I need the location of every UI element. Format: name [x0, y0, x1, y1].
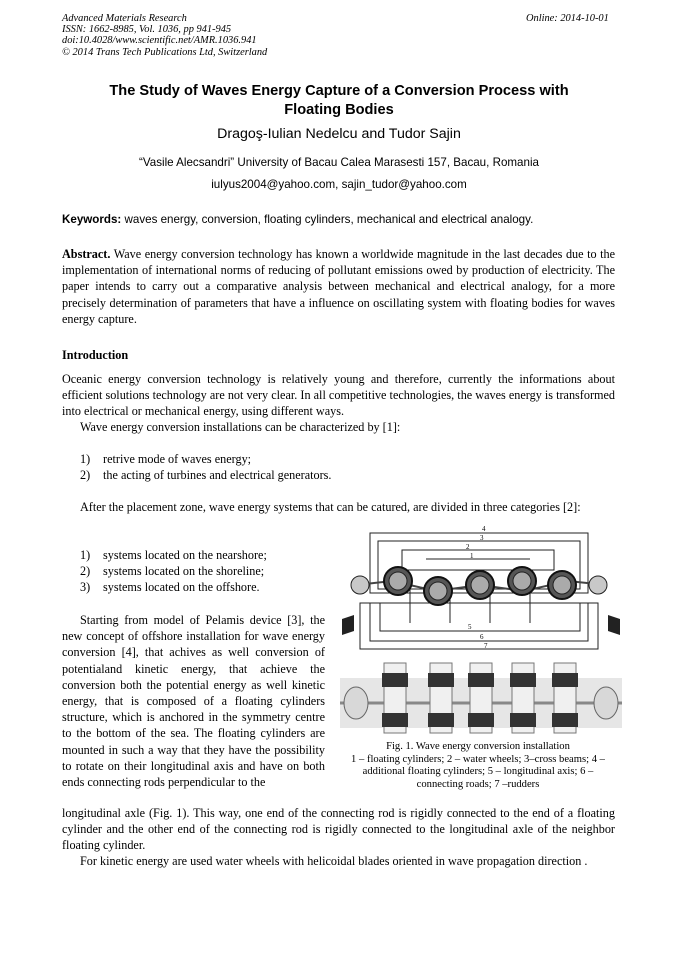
- label-5: 5: [468, 623, 472, 631]
- authors: Dragoş-Iulian Nedelcu and Tudor Sajin: [217, 126, 461, 142]
- figure-1: [340, 523, 622, 738]
- installation-diagram: [340, 523, 622, 738]
- list-number: 2): [80, 564, 91, 579]
- copyright: © 2014 Trans Tech Publications Ltd, Switzerland: [62, 46, 268, 58]
- cylinder-end-right: [589, 576, 607, 594]
- title-line: The Study of Waves Energy Capture of a Conversion Process with: [109, 83, 569, 99]
- caption-line: 1 – floating cylinders; 2 – water wheels; 3–cross beams; 4 –: [351, 753, 605, 765]
- caption-line: connecting roads; 7 –rudders: [416, 778, 540, 790]
- paper-title: [62, 82, 616, 120]
- intro-paragraph-5: For kinetic energy are used water wheels with helicoidal blades oriented in wave propagation direction .: [80, 854, 588, 868]
- label-2: 2: [466, 543, 470, 551]
- figure-caption: [333, 741, 623, 791]
- label-6: 6: [480, 633, 484, 641]
- abstract-text: Wave energy conversion technology has known a worldwide magnitude in the last decades due to the implementation of international norms of reducing of pollutant emissions owed by production of electricity. The paper intends to carry out a comparative analysis between mechanical and electrical analogy, for a more precisely determination of parameters that have a influence on oscillating system with floating bodies for waves energy capture.: [62, 247, 615, 326]
- doi: doi:10.4028/www.scientific.net/AMR.1036.941: [62, 35, 257, 47]
- intro-paragraph-1: Oceanic energy conversion technology is relatively young and therefore, currently the informations about efficient solutions technology are not very clear. In all competitive technologies, the waves energy is transformed into electrical or mechanical energy, using different ways.: [62, 372, 615, 419]
- intro-paragraph-2: Wave energy conversion installations can be characterized by [1]:: [80, 420, 401, 434]
- issn: ISSN: 1662-8985, Vol. 1036, pp 941-945: [62, 24, 232, 36]
- intro-paragraph-4-continued: longitudinal axle (Fig. 1). This way, one end of the connecting rod is rigidly connected to the end of a floating cylinder and the other end of the connecting rod is rigidly connected to the longitudinal axle of the neighbor floating cylinder.: [62, 806, 615, 853]
- floating-cylinders: [351, 567, 607, 605]
- list-characterization: [62, 451, 331, 483]
- rudder-right: [608, 615, 620, 635]
- intro-paragraph-3: After the placement zone, wave energy systems that can be catured, are divided in three categories [2]:: [80, 500, 581, 514]
- abstract-label: Abstract.: [62, 247, 111, 261]
- list-item: [62, 579, 267, 595]
- keywords: [62, 213, 622, 226]
- list-text: systems located on the offshore.: [103, 580, 260, 595]
- affiliation: “Vasile Alecsandri” University of Bacau Calea Marasesti 157, Bacau, Romania: [139, 156, 539, 169]
- cylinders-top-view: [340, 663, 622, 733]
- list-item: [62, 467, 331, 483]
- list-number: 2): [80, 468, 91, 483]
- online-date: Online: 2014-10-01: [526, 13, 609, 24]
- label-7: 7: [484, 642, 488, 650]
- journal-info: [62, 13, 267, 58]
- list-item: [62, 547, 267, 563]
- journal-name: Advanced Materials Research: [62, 13, 187, 24]
- frame-2: [402, 550, 554, 570]
- list-item: [62, 451, 331, 467]
- keywords-text: waves energy, conversion, floating cylinders, mechanical and electrical analogy.: [121, 213, 534, 226]
- caption-line: additional floating cylinders; 5 – longitudinal axis; 6 –: [362, 766, 594, 778]
- abstract: [62, 246, 615, 327]
- list-text: retrive mode of waves energy;: [103, 452, 252, 466]
- list-categories: [62, 547, 267, 596]
- list-text: the acting of turbines and electrical generators.: [103, 468, 332, 483]
- caption-title: Fig. 1. Wave energy conversion installation: [386, 741, 570, 752]
- keywords-label: Keywords:: [62, 213, 122, 226]
- cylinder-end-left: [351, 576, 369, 594]
- list-number: 1): [80, 452, 91, 466]
- label-3: 3: [480, 534, 484, 542]
- list-text: systems located on the nearshore;: [103, 548, 267, 562]
- label-4: 4: [482, 525, 486, 533]
- list-item: [62, 563, 267, 579]
- frame-6: [370, 603, 588, 641]
- intro-paragraph-4-column: Starting from model of Pelamis device [3], the new concept of offshore installation for wave energy conversion [4], that achives as well conversion of potentialand kinetic energy, that achieve the conversion both the potential energy as well kinetic energy, that is composed of a floating cylinders structure, which is anchored in the symmetry centre to the bottom of the sea. The floating cylinders are mounted in such a way that they have the possibility to rotate on their longitudinal axis and have on both ends connecting rods perpendicular to the: [62, 613, 325, 790]
- list-text: systems located on the shoreline;: [103, 564, 265, 579]
- frame-7: [360, 603, 598, 649]
- list-number: 1): [80, 548, 91, 562]
- list-number: 3): [80, 580, 91, 595]
- section-heading-introduction: Introduction: [62, 348, 129, 362]
- title-line: Floating Bodies: [284, 102, 394, 118]
- rudder-left: [342, 615, 354, 635]
- label-1: 1: [470, 552, 474, 560]
- author-emails: iulyus2004@yahoo.com, sajin_tudor@yahoo.com: [211, 178, 467, 191]
